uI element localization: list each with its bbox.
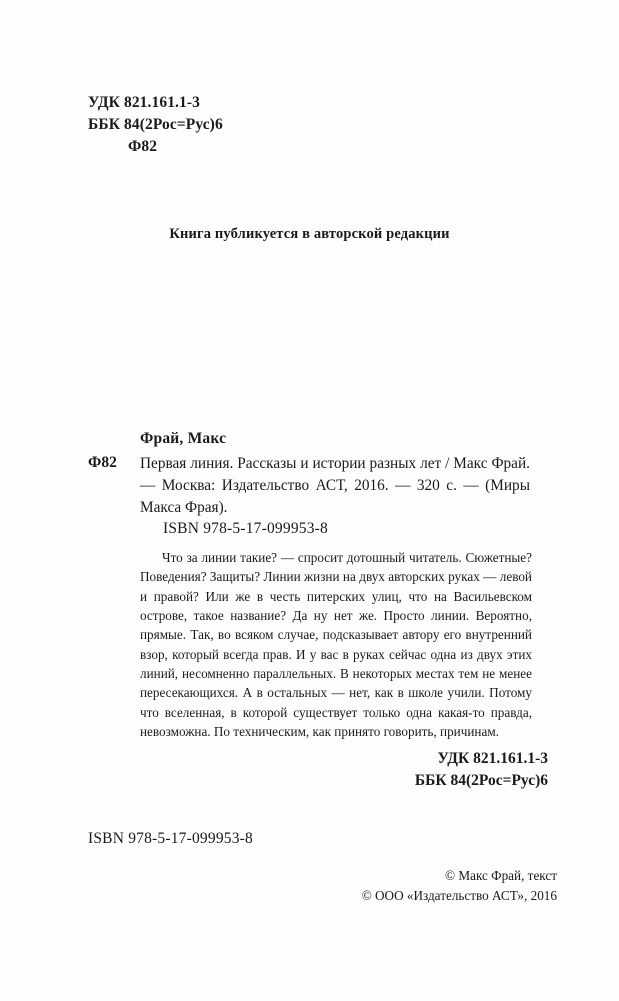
shelf-mark: Ф82 (88, 454, 117, 471)
isbn-bottom: ISBN 978-5-17-099953-8 (88, 830, 253, 847)
author-sign-code-top: Ф82 (128, 138, 158, 155)
annotation-text: Что за линии такие? — спросит дотошный читатель. Сюжетные? Поведения? Защиты? Линии жизни на двух авторских руках — левой и правой? Или же в честь питерских улиц, что на Васильевском острове, такое название? Да ну нет же. Просто линии. Вероятно, прямые. Так, во всяком случае, подсказывает автору его внутренний взор, который всегда прав. И у вас в руках сейчас одна из двух этих линий, несомненно параллельных. В некоторых местах тем не менее пересекающихся. А в остальных — нет, как в школе учили. Потому что вселенная, в которой существует только одна какая-то правда, невозможна. По техническим, как принято говорить, причинам. (140, 550, 532, 739)
author-name: Фрай, Макс (140, 430, 227, 447)
bibliographic-description: Первая линия. Рассказы и истории разных лет / Макс Фрай. — Москва: Издательство АСТ, 2016. — 320 с. — (Миры Макса Фрая). (140, 455, 530, 517)
classification-block-repeat (0, 748, 548, 792)
bbk-code-top: ББК 84(2Рос=Рус)6 (88, 116, 223, 133)
classification-block-top (88, 92, 223, 158)
editorial-note: Книга публикуется в авторской редакции (169, 226, 450, 242)
isbn-inline: ISBN 978-5-17-099953-8 (163, 520, 328, 537)
copyright-block (0, 866, 557, 906)
bbk-code-repeat: ББК 84(2Рос=Рус)6 (414, 772, 548, 789)
udk-code-top: УДК 821.161.1-3 (88, 94, 200, 111)
udk-code-repeat: УДК 821.161.1-3 (437, 750, 548, 767)
copyright-publisher: © ООО «Издательство АСТ», 2016 (361, 888, 557, 904)
copyright-author: © Макс Фрай, текст (445, 868, 557, 883)
